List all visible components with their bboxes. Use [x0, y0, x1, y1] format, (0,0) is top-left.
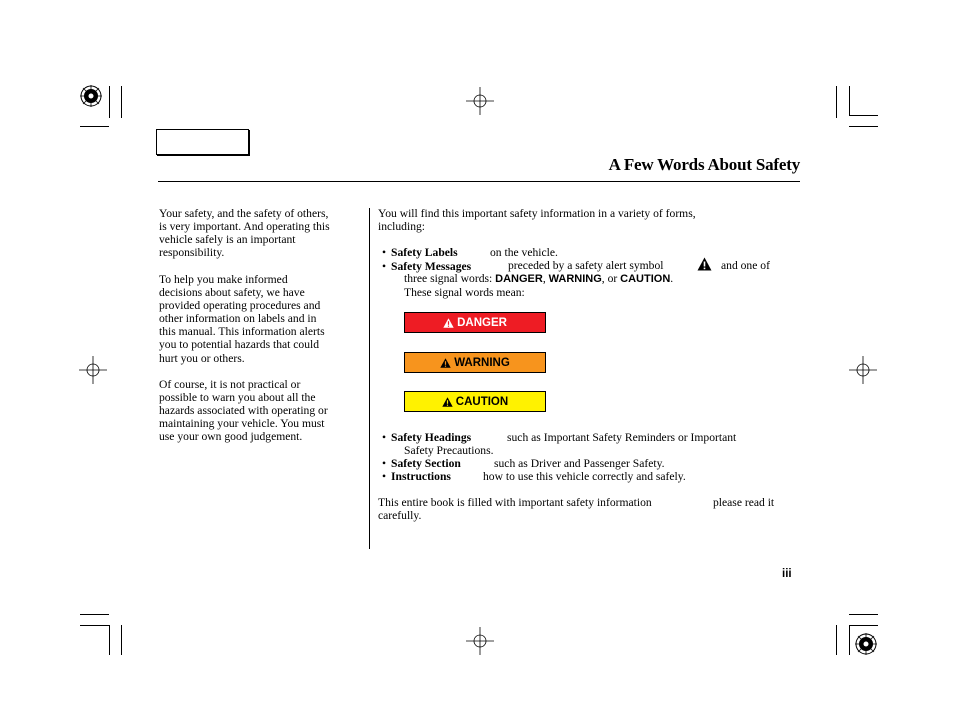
paragraph-line: vehicle safely is an important [159, 233, 296, 246]
intro-line: including: [378, 220, 426, 233]
crosshair-icon [466, 627, 494, 655]
paragraph-line: responsibility. [159, 246, 225, 259]
bullet-text: These signal words mean: [404, 286, 525, 299]
outro-line: This entire book is filled with important safety information [378, 496, 652, 509]
bullet-icon: • [382, 260, 387, 273]
crop-mark [80, 614, 109, 615]
crop-mark [121, 86, 122, 118]
paragraph-line: other information on labels and in [159, 312, 317, 325]
crop-mark [849, 115, 878, 116]
bullet-text: and one of [721, 259, 770, 272]
paragraph-line: To help you make informed [159, 273, 288, 286]
intro-line: You will find this important safety information in a variety of forms, [378, 207, 696, 220]
outro-line: carefully. [378, 509, 422, 522]
paragraph-line: hazards associated with operating or [159, 404, 328, 417]
page-number: iii [782, 568, 792, 580]
crop-mark [80, 126, 109, 127]
safety-alert-icon [443, 318, 454, 328]
paragraph-line: you to potential hazards that could [159, 338, 320, 351]
separator: , [542, 272, 546, 285]
bullet-icon: • [382, 457, 387, 470]
header-rule [158, 181, 800, 182]
section-tab-box [156, 129, 249, 155]
danger-label: DANGER [457, 316, 507, 329]
paragraph-line: possible to warn you about all the [159, 391, 316, 404]
page-title: A Few Words About Safety [608, 155, 800, 174]
safety-alert-icon [440, 358, 451, 368]
caution-label: CAUTION [455, 395, 509, 408]
bullet-label: Safety Section [391, 457, 461, 470]
bullet-text: on the vehicle. [490, 246, 558, 259]
signal-words-intro: three signal words: [404, 272, 493, 285]
crop-mark [849, 126, 878, 127]
separator: . [670, 272, 674, 285]
crosshair-icon [466, 87, 494, 115]
crop-mark [80, 625, 109, 626]
paragraph-line: Your safety, and the safety of others, [159, 207, 329, 220]
bullet-text: such as Important Safety Reminders or Important [507, 431, 737, 444]
bullet-text [404, 272, 673, 286]
bullet-icon: • [382, 470, 387, 483]
paragraph-line: provided operating procedures and [159, 299, 321, 312]
danger-signal-box [404, 312, 546, 333]
signal-word-caution: CAUTION [620, 273, 671, 285]
bullet-text: preceded by a safety alert symbol [508, 259, 664, 272]
bullet-text: Safety Precautions. [404, 444, 494, 457]
signal-word-danger: DANGER [495, 273, 543, 285]
crosshair-icon [849, 356, 877, 384]
bullet-icon: • [382, 431, 387, 444]
registration-target-icon [854, 632, 878, 656]
paragraph-line: Of course, it is not practical or [159, 378, 301, 391]
outro-line: please read it [713, 496, 775, 509]
crop-mark [109, 86, 110, 118]
paragraph-line: hurt you or others. [159, 352, 245, 365]
bullet-label: Instructions [391, 470, 451, 483]
paragraph-line: decisions about safety, we have [159, 286, 305, 299]
paragraph-line: this manual. This information alerts [159, 325, 325, 338]
crop-mark [849, 625, 878, 626]
bullet-text: such as Driver and Passenger Safety. [494, 457, 665, 470]
paragraph-line: is very important. And operating this [159, 220, 330, 233]
bullet-icon: • [382, 246, 387, 259]
crop-mark [836, 86, 837, 118]
bullet-label: Safety Headings [391, 431, 472, 444]
crop-mark [836, 625, 837, 655]
warning-signal-box [404, 352, 546, 373]
crosshair-icon [79, 356, 107, 384]
bullet-text: how to use this vehicle correctly and safely. [483, 470, 686, 483]
safety-alert-icon [697, 257, 712, 271]
registration-target-icon [79, 84, 103, 108]
crop-mark [109, 625, 110, 655]
safety-alert-icon [442, 397, 453, 407]
separator: , or [601, 272, 618, 285]
warning-label: WARNING [454, 356, 510, 369]
column-divider [369, 208, 370, 549]
crop-mark [849, 614, 878, 615]
paragraph-line: maintaining your vehicle. You must [159, 417, 325, 430]
caution-signal-box [404, 391, 546, 412]
crop-mark [121, 625, 122, 655]
crop-mark [849, 86, 850, 115]
bullet-label: Safety Messages [391, 260, 472, 273]
signal-word-warning: WARNING [548, 273, 602, 285]
crop-mark [849, 625, 850, 655]
bullet-label: Safety Labels [391, 246, 458, 259]
paragraph-line: use your own good judgement. [159, 430, 303, 443]
